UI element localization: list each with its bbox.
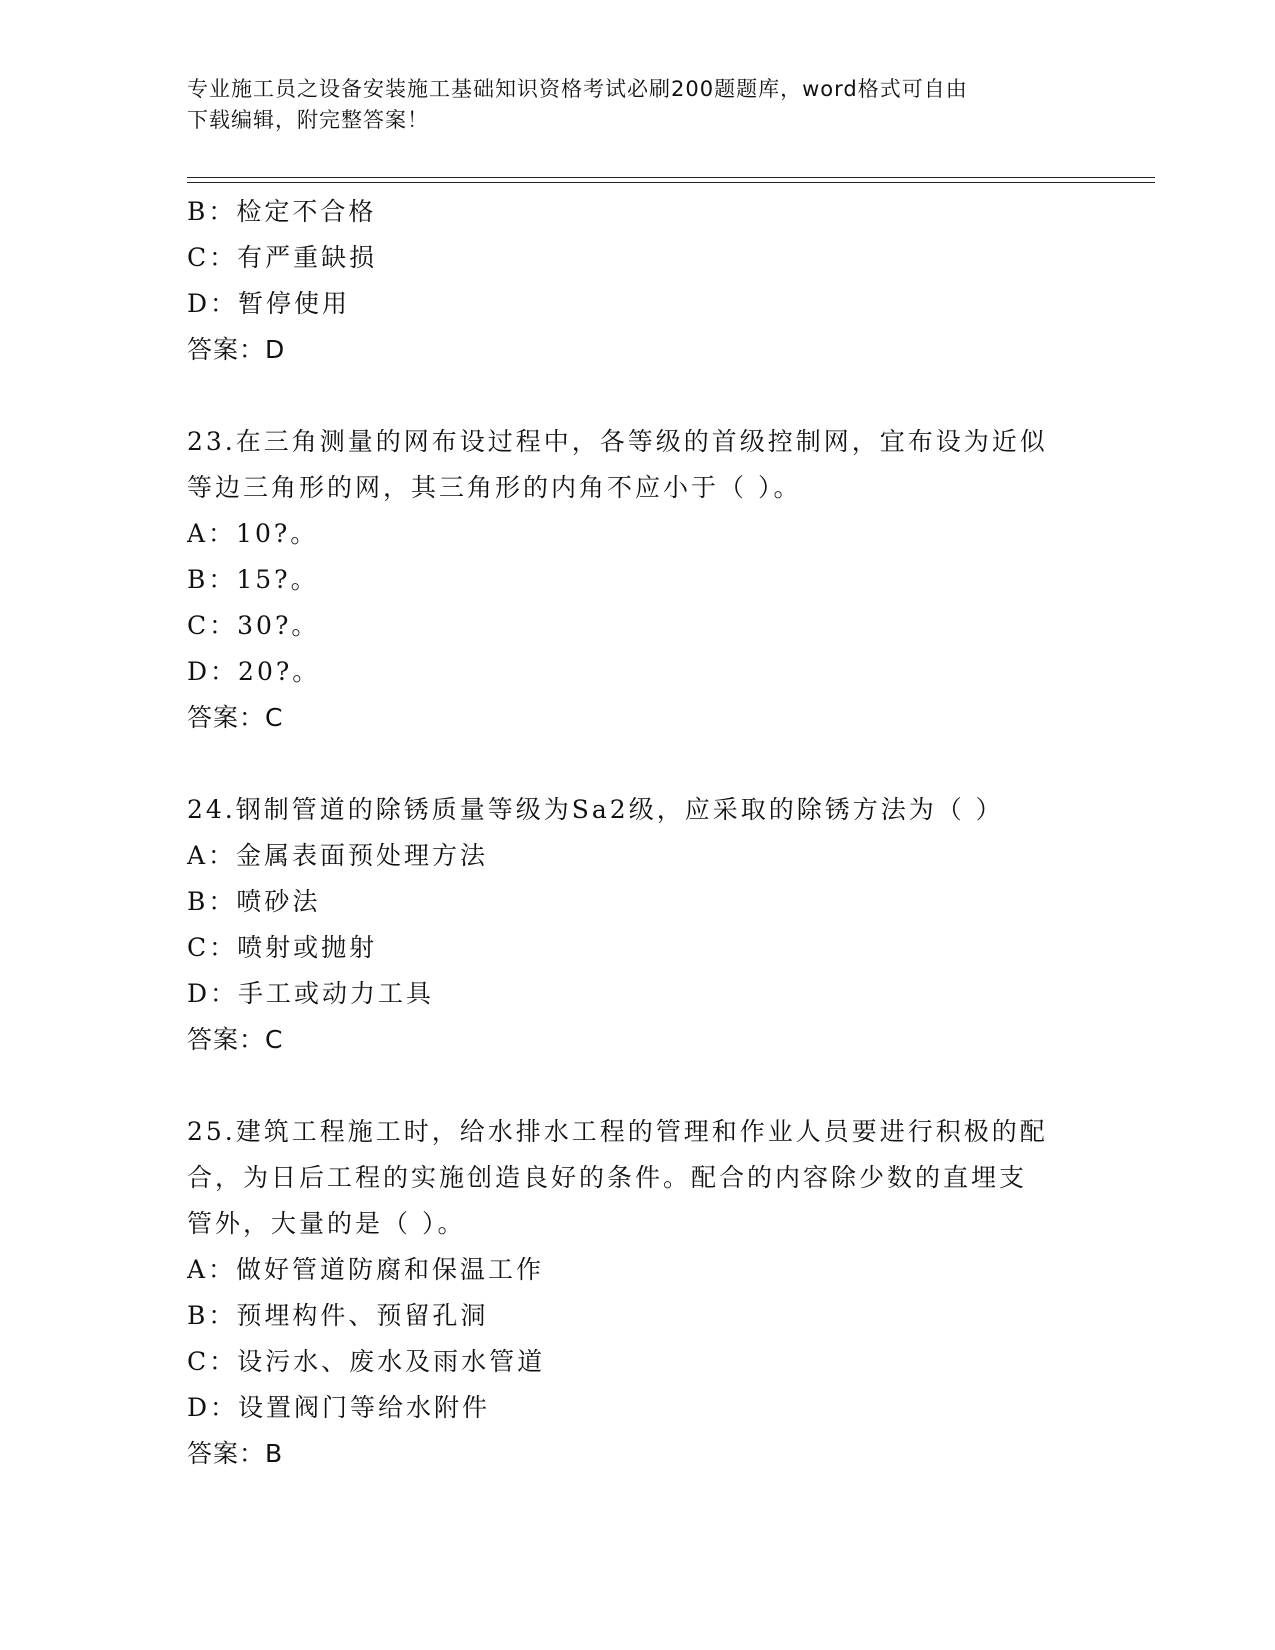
answer-line: 答案：C xyxy=(187,1025,284,1054)
option-d: D：设置阀门等给水附件 xyxy=(187,1393,491,1422)
option-d: D：20?。 xyxy=(187,657,321,686)
spacer xyxy=(187,1063,1147,1109)
option-c: C：设污水、废水及雨水管道 xyxy=(187,1347,546,1376)
header-line-2: 下载编辑，附完整答案！ xyxy=(187,108,429,132)
header-divider-bottom xyxy=(187,182,1155,183)
question-block-24 xyxy=(187,787,1147,1063)
question-text-line: 24.钢制管道的除锈质量等级为Sa2级，应采取的除锈方法为（ ） xyxy=(187,795,1004,824)
option-a: A：做好管道防腐和保温工作 xyxy=(187,1255,545,1284)
answer-line: 答案：C xyxy=(187,703,284,732)
question-text-line: 管外，大量的是（ ）。 xyxy=(187,1209,466,1238)
option-b: B：检定不合格 xyxy=(187,197,377,226)
spacer xyxy=(187,741,1147,787)
option-a: A：金属表面预处理方法 xyxy=(187,841,489,870)
question-block-23 xyxy=(187,419,1147,741)
question-list xyxy=(187,189,1147,1477)
option-c: C：30?。 xyxy=(187,611,320,640)
option-b: B：15?。 xyxy=(187,565,319,594)
option-b: B：喷砂法 xyxy=(187,887,321,916)
answer-line: 答案：D xyxy=(187,335,286,364)
question-text-line: 合，为日后工程的实施创造良好的条件。配合的内容除少数的直埋支 xyxy=(187,1163,1028,1192)
option-c: C：喷射或抛射 xyxy=(187,933,378,962)
question-text-line: 23.在三角测量的网布设过程中，各等级的首级控制网，宜布设为近似 xyxy=(187,427,1048,456)
header-divider-top xyxy=(187,177,1155,178)
option-c: C：有严重缺损 xyxy=(187,243,378,272)
document-header xyxy=(187,74,1087,136)
question-text-line: 25.建筑工程施工时，给水排水工程的管理和作业人员要进行积极的配 xyxy=(187,1117,1048,1146)
question-block-25 xyxy=(187,1109,1147,1477)
option-b: B：预埋构件、预留孔洞 xyxy=(187,1301,489,1330)
option-a: A：10?。 xyxy=(187,519,319,548)
question-text-line: 等边三角形的网，其三角形的内角不应小于（ ）。 xyxy=(187,473,802,502)
option-d: D：手工或动力工具 xyxy=(187,979,435,1008)
option-d: D：暂停使用 xyxy=(187,289,351,318)
question-block-prev xyxy=(187,189,1147,373)
header-line-1: 专业施工员之设备安装施工基础知识资格考试必刷200题题库，word格式可自由 xyxy=(187,77,968,101)
spacer xyxy=(187,373,1147,419)
answer-line: 答案：B xyxy=(187,1439,284,1468)
